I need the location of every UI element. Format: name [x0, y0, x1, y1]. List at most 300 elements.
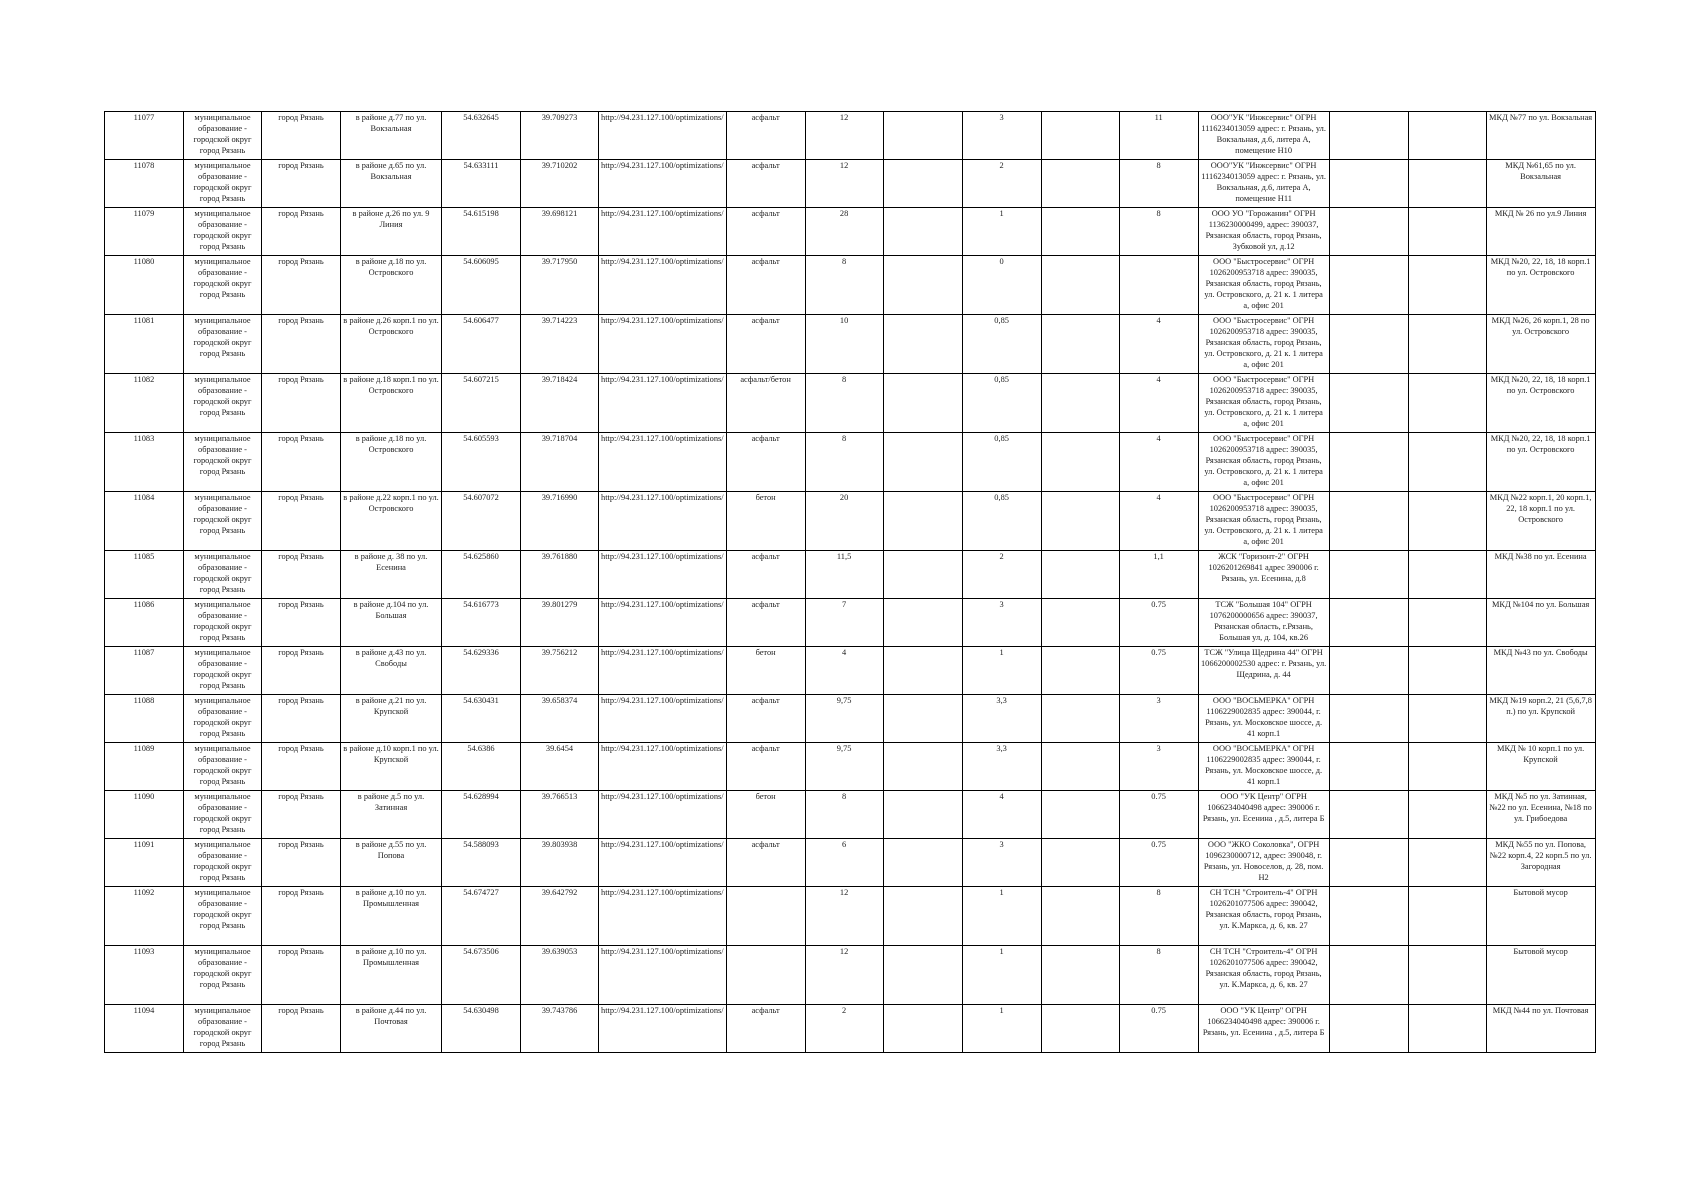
map-link-cell[interactable]: http://94.231.127.100/optimizations/ — [599, 887, 727, 946]
empty-cell — [1408, 791, 1486, 839]
municipality-cell: муниципальное образование - городской округ город Рязань — [184, 208, 262, 256]
map-link-cell[interactable]: http://94.231.127.100/optimizations/ — [599, 492, 727, 551]
sources-cell: МКД №77 по ул. Вокзальная — [1486, 112, 1595, 160]
container-count-cell: 1 — [962, 946, 1041, 1005]
settlement-cell: город Рязань — [262, 946, 341, 1005]
map-link-cell[interactable]: http://94.231.127.100/optimizations/ — [599, 315, 727, 374]
map-link-cell[interactable]: http://94.231.127.100/optimizations/ — [599, 374, 727, 433]
empty-cell — [883, 374, 962, 433]
table-body — [105, 112, 1596, 1053]
map-link-cell[interactable]: http://94.231.127.100/optimizations/ — [599, 695, 727, 743]
location-cell: в районе д.18 корп.1 по ул. Островского — [341, 374, 442, 433]
map-link-cell[interactable]: http://94.231.127.100/optimizations/ — [599, 946, 727, 1005]
settlement-cell: город Рязань — [262, 551, 341, 599]
longitude-cell: 39.710202 — [521, 160, 599, 208]
area-cell: 9,75 — [805, 743, 883, 791]
container-count-cell: 2 — [962, 160, 1041, 208]
empty-cell — [1041, 492, 1119, 551]
operator-cell: ООО "ВОСЬМЕРКА" ОГРН 1106229002835 адрес: 390044, г. Рязань, ул. Московское шоссе, д. 41 корп.1 — [1198, 743, 1329, 791]
surface-cell — [726, 887, 805, 946]
area-cell: 8 — [805, 433, 883, 492]
location-cell: в районе д. 38 по ул. Есенина — [341, 551, 442, 599]
municipality-cell: муниципальное образование - городской округ город Рязань — [184, 1005, 262, 1053]
operator-cell: ООО "ВОСЬМЕРКА" ОГРН 1106229002835 адрес: 390044, г. Рязань, ул. Московское шоссе, д. 41 корп.1 — [1198, 695, 1329, 743]
settlement-cell: город Рязань — [262, 160, 341, 208]
latitude-cell: 54.630431 — [442, 695, 521, 743]
municipality-cell: муниципальное образование - городской округ город Рязань — [184, 887, 262, 946]
empty-cell — [883, 695, 962, 743]
surface-cell: бетон — [726, 492, 805, 551]
empty-cell — [883, 1005, 962, 1053]
longitude-cell: 39.743786 — [521, 1005, 599, 1053]
volume-cell: 1,1 — [1119, 551, 1198, 599]
table-row — [105, 946, 1596, 1005]
empty-cell — [1041, 791, 1119, 839]
settlement-cell: город Рязань — [262, 743, 341, 791]
operator-cell: ООО "Быстросервис" ОГРН 1026200953718 адрес: 390035, Рязанская область, город Рязань, ул. Островского, д. 21 к. 1 литера а, офис 201 — [1198, 256, 1329, 315]
latitude-cell: 54.606477 — [442, 315, 521, 374]
empty-cell — [1329, 256, 1408, 315]
volume-cell: 8 — [1119, 208, 1198, 256]
operator-cell: ООО УО "Горожанин" ОГРН 1136230000499, адрес: 390037, Рязанская область, город Рязань, Зубковой ул, д.12 — [1198, 208, 1329, 256]
empty-cell — [1041, 433, 1119, 492]
municipality-cell: муниципальное образование - городской округ город Рязань — [184, 551, 262, 599]
longitude-cell: 39.801279 — [521, 599, 599, 647]
empty-cell — [1408, 887, 1486, 946]
area-cell: 12 — [805, 160, 883, 208]
record-id-cell: 11089 — [105, 743, 184, 791]
table-row — [105, 374, 1596, 433]
latitude-cell: 54.673506 — [442, 946, 521, 1005]
map-link-cell[interactable]: http://94.231.127.100/optimizations/ — [599, 208, 727, 256]
empty-cell — [1329, 791, 1408, 839]
container-count-cell: 3,3 — [962, 695, 1041, 743]
container-count-cell: 1 — [962, 887, 1041, 946]
sources-cell: МКД №19 корп.2, 21 (5,6,7,8 п.) по ул. Крупской — [1486, 695, 1595, 743]
empty-cell — [1329, 551, 1408, 599]
record-id-cell: 11079 — [105, 208, 184, 256]
empty-cell — [1408, 647, 1486, 695]
empty-cell — [1041, 647, 1119, 695]
longitude-cell: 39.639053 — [521, 946, 599, 1005]
surface-cell: асфальт — [726, 839, 805, 887]
area-cell: 20 — [805, 492, 883, 551]
empty-cell — [883, 492, 962, 551]
empty-cell — [1041, 887, 1119, 946]
settlement-cell: город Рязань — [262, 433, 341, 492]
empty-cell — [1408, 208, 1486, 256]
location-cell: в районе д.104 по ул. Большая — [341, 599, 442, 647]
settlement-cell: город Рязань — [262, 315, 341, 374]
empty-cell — [1329, 315, 1408, 374]
container-count-cell: 1 — [962, 208, 1041, 256]
latitude-cell: 54.607072 — [442, 492, 521, 551]
empty-cell — [1408, 743, 1486, 791]
volume-cell: 8 — [1119, 887, 1198, 946]
settlement-cell: город Рязань — [262, 887, 341, 946]
record-id-cell: 11082 — [105, 374, 184, 433]
table-row — [105, 791, 1596, 839]
table-row — [105, 256, 1596, 315]
volume-cell: 11 — [1119, 112, 1198, 160]
latitude-cell: 54.615198 — [442, 208, 521, 256]
area-cell: 8 — [805, 791, 883, 839]
map-link-cell[interactable]: http://94.231.127.100/optimizations/ — [599, 256, 727, 315]
longitude-cell: 39.718704 — [521, 433, 599, 492]
settlement-cell: город Рязань — [262, 647, 341, 695]
record-id-cell: 11081 — [105, 315, 184, 374]
area-cell: 4 — [805, 647, 883, 695]
location-cell: в районе д.44 по ул. Почтовая — [341, 1005, 442, 1053]
volume-cell: 4 — [1119, 374, 1198, 433]
empty-cell — [1408, 839, 1486, 887]
table-row — [105, 743, 1596, 791]
empty-cell — [883, 112, 962, 160]
municipality-cell: муниципальное образование - городской округ город Рязань — [184, 112, 262, 160]
empty-cell — [1329, 946, 1408, 1005]
empty-cell — [1329, 647, 1408, 695]
settlement-cell: город Рязань — [262, 599, 341, 647]
longitude-cell: 39.716990 — [521, 492, 599, 551]
map-link-cell[interactable]: http://94.231.127.100/optimizations/ — [599, 743, 727, 791]
area-cell: 12 — [805, 946, 883, 1005]
container-count-cell: 0,85 — [962, 374, 1041, 433]
empty-cell — [1408, 492, 1486, 551]
settlement-cell: город Рязань — [262, 1005, 341, 1053]
settlement-cell: город Рязань — [262, 492, 341, 551]
longitude-cell: 39.766513 — [521, 791, 599, 839]
volume-cell: 4 — [1119, 433, 1198, 492]
settlement-cell: город Рязань — [262, 791, 341, 839]
empty-cell — [1329, 433, 1408, 492]
volume-cell — [1119, 256, 1198, 315]
empty-cell — [1408, 946, 1486, 1005]
empty-cell — [1329, 839, 1408, 887]
empty-cell — [883, 839, 962, 887]
sources-cell: МКД №44 по ул. Почтовая — [1486, 1005, 1595, 1053]
record-id-cell: 11077 — [105, 112, 184, 160]
record-id-cell: 11086 — [105, 599, 184, 647]
empty-cell — [1408, 551, 1486, 599]
location-cell: в районе д.26 корп.1 по ул. Островского — [341, 315, 442, 374]
surface-cell: асфальт — [726, 256, 805, 315]
operator-cell: ООО"УК "Инжсервис" ОГРН 1116234013059 адрес: г. Рязань, ул. Вокзальная, д.6, литера А, помещение Н10 — [1198, 112, 1329, 160]
operator-cell: ООО "ЖКО Соколовка", ОГРН 1096230000712, адрес: 390048, г. Рязань, ул. Новоселов, д. 28, пом. Н2 — [1198, 839, 1329, 887]
sources-cell: МКД №43 по ул. Свободы — [1486, 647, 1595, 695]
map-link-cell[interactable]: http://94.231.127.100/optimizations/ — [599, 839, 727, 887]
sources-cell: МКД №5 по ул. Затинная, №22 по ул. Есенина, №18 по ул. Грибоедова — [1486, 791, 1595, 839]
settlement-cell: город Рязань — [262, 256, 341, 315]
operator-cell: ООО "УК Центр" ОГРН 1066234040498 адрес: 390006 г. Рязань, ул. Есенина , д.5, литера Б — [1198, 1005, 1329, 1053]
table-row — [105, 112, 1596, 160]
empty-cell — [1329, 743, 1408, 791]
map-link-cell[interactable]: http://94.231.127.100/optimizations/ — [599, 1005, 727, 1053]
container-count-cell: 1 — [962, 647, 1041, 695]
municipality-cell: муниципальное образование - городской округ город Рязань — [184, 256, 262, 315]
volume-cell: 0.75 — [1119, 599, 1198, 647]
record-id-cell: 11093 — [105, 946, 184, 1005]
empty-cell — [1329, 112, 1408, 160]
area-cell: 28 — [805, 208, 883, 256]
empty-cell — [1041, 743, 1119, 791]
empty-cell — [1041, 599, 1119, 647]
sources-cell: МКД №20, 22, 18, 18 корп.1 по ул. Островского — [1486, 374, 1595, 433]
empty-cell — [883, 208, 962, 256]
latitude-cell: 54.605593 — [442, 433, 521, 492]
area-cell: 8 — [805, 256, 883, 315]
sources-cell: Бытовой мусор — [1486, 887, 1595, 946]
empty-cell — [1041, 256, 1119, 315]
volume-cell: 3 — [1119, 743, 1198, 791]
sources-cell: МКД №20, 22, 18, 18 корп.1 по ул. Островского — [1486, 256, 1595, 315]
table-row — [105, 599, 1596, 647]
container-count-cell: 3 — [962, 599, 1041, 647]
empty-cell — [883, 599, 962, 647]
empty-cell — [883, 647, 962, 695]
surface-cell: асфальт/бетон — [726, 374, 805, 433]
record-id-cell: 11088 — [105, 695, 184, 743]
volume-cell: 4 — [1119, 315, 1198, 374]
municipality-cell: муниципальное образование - городской округ город Рязань — [184, 315, 262, 374]
latitude-cell: 54.628994 — [442, 791, 521, 839]
municipality-cell: муниципальное образование - городской округ город Рязань — [184, 791, 262, 839]
empty-cell — [1329, 492, 1408, 551]
container-count-cell: 0,85 — [962, 433, 1041, 492]
longitude-cell: 39.761880 — [521, 551, 599, 599]
operator-cell: СН ТСН "Строитель-4" ОГРН 1026201077506 адрес: 390042, Рязанская область, город Рязань, ул. К.Маркса, д. 6, кв. 27 — [1198, 887, 1329, 946]
municipality-cell: муниципальное образование - городской округ город Рязань — [184, 743, 262, 791]
map-link-cell[interactable]: http://94.231.127.100/optimizations/ — [599, 599, 727, 647]
location-cell: в районе д.10 по ул. Промышленная — [341, 887, 442, 946]
table-row — [105, 695, 1596, 743]
container-count-cell: 1 — [962, 1005, 1041, 1053]
latitude-cell: 54.633111 — [442, 160, 521, 208]
volume-cell: 0.75 — [1119, 791, 1198, 839]
location-cell: в районе д.77 по ул. Вокзальная — [341, 112, 442, 160]
record-id-cell: 11080 — [105, 256, 184, 315]
empty-cell — [1408, 256, 1486, 315]
empty-cell — [1329, 887, 1408, 946]
empty-cell — [883, 551, 962, 599]
map-link-cell[interactable]: http://94.231.127.100/optimizations/ — [599, 551, 727, 599]
empty-cell — [1408, 695, 1486, 743]
longitude-cell: 39.714223 — [521, 315, 599, 374]
empty-cell — [1041, 551, 1119, 599]
sources-cell: МКД №22 корп.1, 20 корп.1, 22, 18 корп.1 по ул. Островского — [1486, 492, 1595, 551]
area-cell: 12 — [805, 112, 883, 160]
longitude-cell: 39.698121 — [521, 208, 599, 256]
area-cell: 8 — [805, 374, 883, 433]
empty-cell — [1408, 599, 1486, 647]
operator-cell: ООО"УК "Инжсервис" ОГРН 1116234013059 адрес: г. Рязань, ул. Вокзальная, д.6, литера А, помещение Н11 — [1198, 160, 1329, 208]
map-link-cell[interactable]: http://94.231.127.100/optimizations/ — [599, 647, 727, 695]
table-row — [105, 1005, 1596, 1053]
table-row — [105, 315, 1596, 374]
empty-cell — [883, 256, 962, 315]
sources-cell: Бытовой мусор — [1486, 946, 1595, 1005]
empty-cell — [1041, 208, 1119, 256]
latitude-cell: 54.607215 — [442, 374, 521, 433]
municipality-cell: муниципальное образование - городской округ город Рязань — [184, 946, 262, 1005]
container-count-cell: 3 — [962, 112, 1041, 160]
table-row — [105, 887, 1596, 946]
map-link-cell[interactable]: http://94.231.127.100/optimizations/ — [599, 433, 727, 492]
operator-cell: ООО "Быстросервис" ОГРН 1026200953718 адрес: 390035, Рязанская область, город Рязань, ул. Островского, д. 21 к. 1 литера а, офис 201 — [1198, 433, 1329, 492]
record-id-cell: 11085 — [105, 551, 184, 599]
empty-cell — [883, 743, 962, 791]
sources-cell: МКД №104 по ул. Большая — [1486, 599, 1595, 647]
surface-cell — [726, 946, 805, 1005]
record-id-cell: 11090 — [105, 791, 184, 839]
operator-cell: ООО "УК Центр" ОГРН 1066234040498 адрес: 390006 г. Рязань, ул. Есенина , д.5, литера Б — [1198, 791, 1329, 839]
volume-cell: 4 — [1119, 492, 1198, 551]
container-count-cell: 2 — [962, 551, 1041, 599]
empty-cell — [1329, 599, 1408, 647]
latitude-cell: 54.632645 — [442, 112, 521, 160]
table-row — [105, 647, 1596, 695]
latitude-cell: 54.629336 — [442, 647, 521, 695]
municipality-cell: муниципальное образование - городской округ город Рязань — [184, 160, 262, 208]
settlement-cell: город Рязань — [262, 112, 341, 160]
empty-cell — [883, 946, 962, 1005]
empty-cell — [1408, 160, 1486, 208]
surface-cell: асфальт — [726, 551, 805, 599]
area-cell: 2 — [805, 1005, 883, 1053]
operator-cell: СН ТСН "Строитель-4" ОГРН 1026201077506 адрес: 390042, Рязанская область, город Рязань, ул. К.Маркса, д. 6, кв. 27 — [1198, 946, 1329, 1005]
empty-cell — [1041, 315, 1119, 374]
longitude-cell: 39.6454 — [521, 743, 599, 791]
municipality-cell: муниципальное образование - городской округ город Рязань — [184, 374, 262, 433]
record-id-cell: 11087 — [105, 647, 184, 695]
surface-cell: асфальт — [726, 160, 805, 208]
municipality-cell: муниципальное образование - городской округ город Рязань — [184, 433, 262, 492]
location-cell: в районе д.65 по ул. Вокзальная — [341, 160, 442, 208]
sources-cell: МКД № 10 корп.1 по ул. Крупской — [1486, 743, 1595, 791]
empty-cell — [1041, 1005, 1119, 1053]
location-cell: в районе д.5 по ул. Затинная — [341, 791, 442, 839]
map-link-cell[interactable]: http://94.231.127.100/optimizations/ — [599, 112, 727, 160]
map-link-cell[interactable]: http://94.231.127.100/optimizations/ — [599, 791, 727, 839]
settlement-cell: город Рязань — [262, 839, 341, 887]
empty-cell — [883, 791, 962, 839]
sources-cell: МКД №61,65 по ул. Вокзальная — [1486, 160, 1595, 208]
location-cell: в районе д.22 корп.1 по ул. Островского — [341, 492, 442, 551]
empty-cell — [883, 160, 962, 208]
area-cell: 12 — [805, 887, 883, 946]
empty-cell — [1041, 374, 1119, 433]
location-cell: в районе д.18 по ул. Островского — [341, 256, 442, 315]
latitude-cell: 54.630498 — [442, 1005, 521, 1053]
surface-cell: асфальт — [726, 1005, 805, 1053]
longitude-cell: 39.803938 — [521, 839, 599, 887]
operator-cell: ТСЖ "Большая 104" ОГРН 1076200000656 адрес: 390037, Рязанская область, г.Рязань, Большая ул, д. 104, кв.26 — [1198, 599, 1329, 647]
municipality-cell: муниципальное образование - городской округ город Рязань — [184, 839, 262, 887]
volume-cell: 3 — [1119, 695, 1198, 743]
container-count-cell: 3 — [962, 839, 1041, 887]
area-cell: 6 — [805, 839, 883, 887]
surface-cell: бетон — [726, 647, 805, 695]
location-cell: в районе д.21 по ул. Крупской — [341, 695, 442, 743]
location-cell: в районе д.18 по ул. Островского — [341, 433, 442, 492]
operator-cell: ООО "Быстросервис" ОГРН 1026200953718 адрес: 390035, Рязанская область, город Рязань, ул. Островского, д. 21 к. 1 литера а, офис 201 — [1198, 492, 1329, 551]
operator-cell: ООО "Быстросервис" ОГРН 1026200953718 адрес: 390035, Рязанская область, город Рязань, ул. Островского, д. 21 к. 1 литера а, офис 201 — [1198, 374, 1329, 433]
volume-cell: 0.75 — [1119, 647, 1198, 695]
volume-cell: 0.75 — [1119, 1005, 1198, 1053]
empty-cell — [1329, 208, 1408, 256]
location-cell: в районе д.43 по ул. Свободы — [341, 647, 442, 695]
area-cell: 9,75 — [805, 695, 883, 743]
municipality-cell: муниципальное образование - городской округ город Рязань — [184, 647, 262, 695]
container-count-cell: 0,85 — [962, 492, 1041, 551]
table-row — [105, 160, 1596, 208]
municipality-cell: муниципальное образование - городской округ город Рязань — [184, 492, 262, 551]
latitude-cell: 54.606095 — [442, 256, 521, 315]
longitude-cell: 39.709273 — [521, 112, 599, 160]
surface-cell: асфальт — [726, 112, 805, 160]
table-row — [105, 839, 1596, 887]
operator-cell: ЖСК "Горизонт-2" ОГРН 1026201269841 адрес 390006 г. Рязань, ул. Есенина, д.8 — [1198, 551, 1329, 599]
volume-cell: 8 — [1119, 946, 1198, 1005]
municipality-cell: муниципальное образование - городской округ город Рязань — [184, 695, 262, 743]
longitude-cell: 39.658374 — [521, 695, 599, 743]
empty-cell — [1408, 433, 1486, 492]
record-id-cell: 11083 — [105, 433, 184, 492]
empty-cell — [1408, 315, 1486, 374]
record-id-cell: 11084 — [105, 492, 184, 551]
empty-cell — [1041, 946, 1119, 1005]
latitude-cell: 54.674727 — [442, 887, 521, 946]
longitude-cell: 39.718424 — [521, 374, 599, 433]
longitude-cell: 39.717950 — [521, 256, 599, 315]
surface-cell: бетон — [726, 791, 805, 839]
latitude-cell: 54.6386 — [442, 743, 521, 791]
empty-cell — [1041, 695, 1119, 743]
location-cell: в районе д.26 по ул. 9 Линия — [341, 208, 442, 256]
table-row — [105, 433, 1596, 492]
empty-cell — [1041, 160, 1119, 208]
record-id-cell: 11094 — [105, 1005, 184, 1053]
area-cell: 11,5 — [805, 551, 883, 599]
map-link-cell[interactable]: http://94.231.127.100/optimizations/ — [599, 160, 727, 208]
empty-cell — [1041, 112, 1119, 160]
latitude-cell: 54.588093 — [442, 839, 521, 887]
longitude-cell: 39.642792 — [521, 887, 599, 946]
volume-cell: 0.75 — [1119, 839, 1198, 887]
latitude-cell: 54.616773 — [442, 599, 521, 647]
volume-cell: 8 — [1119, 160, 1198, 208]
registry-table — [104, 111, 1596, 1053]
settlement-cell: город Рязань — [262, 374, 341, 433]
settlement-cell: город Рязань — [262, 208, 341, 256]
empty-cell — [1408, 1005, 1486, 1053]
empty-cell — [1329, 695, 1408, 743]
empty-cell — [883, 887, 962, 946]
surface-cell: асфальт — [726, 743, 805, 791]
container-count-cell: 3,3 — [962, 743, 1041, 791]
table-row — [105, 208, 1596, 256]
container-count-cell: 0 — [962, 256, 1041, 315]
empty-cell — [1329, 1005, 1408, 1053]
sources-cell: МКД №55 по ул. Попова, №22 корп.4, 22 корп.5 по ул. Загородная — [1486, 839, 1595, 887]
empty-cell — [1408, 374, 1486, 433]
record-id-cell: 11092 — [105, 887, 184, 946]
empty-cell — [883, 433, 962, 492]
empty-cell — [1329, 160, 1408, 208]
container-count-cell: 4 — [962, 791, 1041, 839]
table-row — [105, 551, 1596, 599]
area-cell: 7 — [805, 599, 883, 647]
record-id-cell: 11078 — [105, 160, 184, 208]
